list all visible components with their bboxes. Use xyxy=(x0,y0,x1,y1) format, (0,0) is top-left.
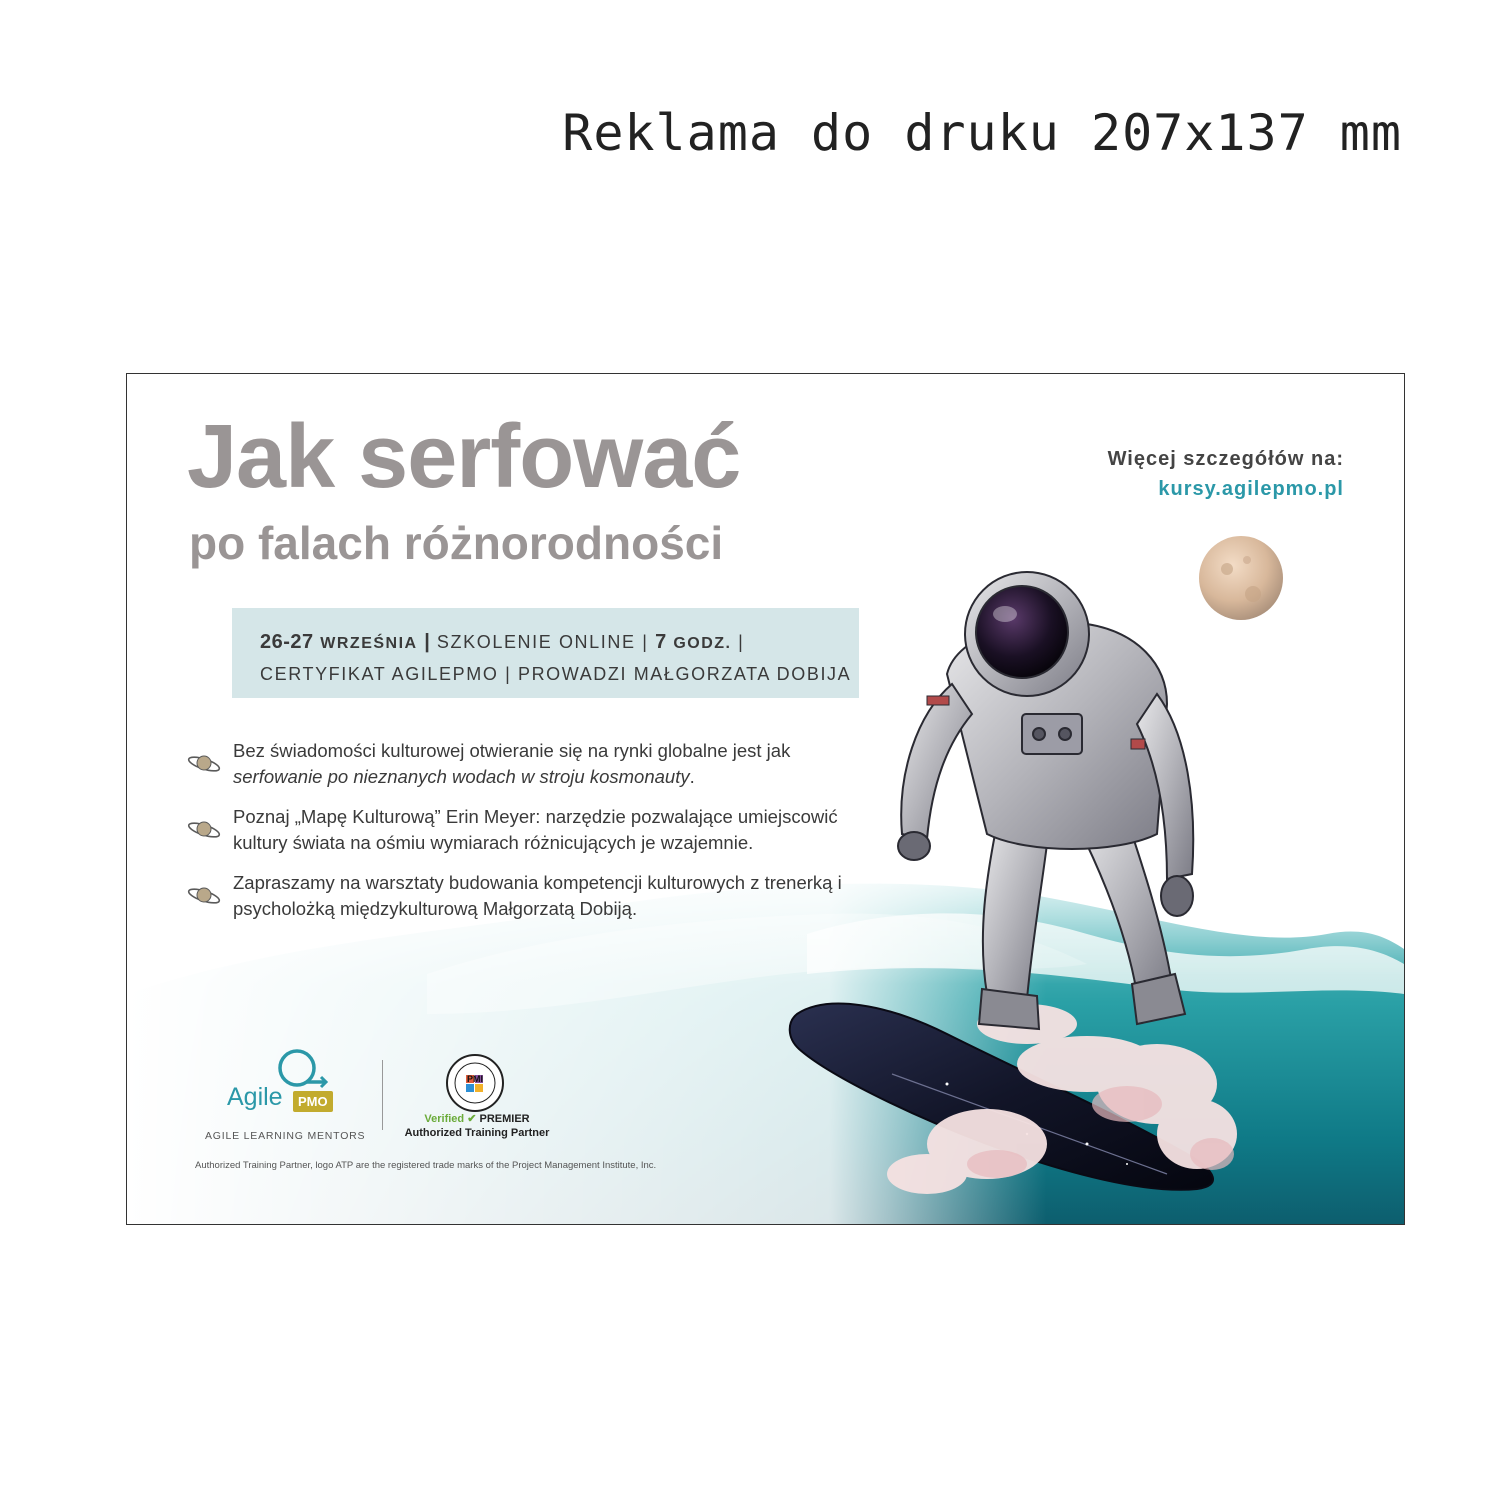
planet-bullet-icon xyxy=(187,818,221,840)
planet-bullet-icon xyxy=(187,752,221,774)
benefit-list xyxy=(187,738,867,936)
agile-wordmark: Agile xyxy=(227,1083,283,1111)
event-date: 26-27 xyxy=(260,631,314,653)
bullet-text: Zapraszamy na warsztaty budowania kompetencji kulturowych z trenerką i psycholożką międzykulturową Małgorzatą Dobiją. xyxy=(233,872,842,919)
verified-label: Verified xyxy=(424,1113,465,1125)
details-url[interactable]: kursy.agilepmo.pl xyxy=(1158,478,1344,500)
list-item xyxy=(187,870,867,922)
details-box xyxy=(1108,444,1344,504)
agile-tagline: AGILE LEARNING MENTORS xyxy=(205,1130,366,1142)
pmi-seal-text: PMI xyxy=(466,1074,484,1084)
event-trainer: PROWADZI MAŁGORZATA DOBIJA xyxy=(517,664,852,684)
separator: | xyxy=(424,631,431,653)
list-item xyxy=(187,738,867,790)
event-hours-unit: GODZ. xyxy=(673,635,732,652)
bullet-tail: . xyxy=(689,766,695,787)
separator: | xyxy=(738,632,745,652)
headline: Jak serfować xyxy=(187,407,741,507)
event-certificate: CERTYFIKAT AGILEPMO xyxy=(260,664,499,684)
event-mode: SZKOLENIE ONLINE xyxy=(436,632,636,652)
logo-divider xyxy=(382,1060,383,1130)
pmo-badge: PMO xyxy=(293,1091,333,1112)
event-hours: 7 xyxy=(655,631,667,653)
agilepmo-logo xyxy=(205,1046,415,1146)
pmi-seal-icon xyxy=(445,1053,505,1113)
event-info-box xyxy=(232,608,859,698)
print-ad xyxy=(126,373,1405,1225)
subheadline: po falach różnorodności xyxy=(189,517,724,569)
event-month: WRZEŚNIA xyxy=(320,635,418,652)
bullet-text: Poznaj „Mapę Kulturową” Erin Meyer: narzędzie pozwalające umiejscowić kultury świata na ośmiu wymiarach różnicujących je wzajemnie. xyxy=(233,806,838,853)
bullet-text: Bez świadomości kulturowej otwieranie się na rynki globalne jest jak xyxy=(233,740,791,761)
details-label: Więcej szczegółów na: xyxy=(1107,448,1344,470)
trademark-disclaimer: Authorized Training Partner, logo ATP are the registered trade marks of the Project Management Institute, Inc. xyxy=(195,1160,657,1171)
separator: | xyxy=(642,632,649,652)
separator: | xyxy=(505,664,512,684)
list-item xyxy=(187,804,867,856)
premier-label: PREMIER xyxy=(479,1113,530,1125)
event-info-line-2 xyxy=(260,659,859,689)
planet-bullet-icon xyxy=(187,884,221,906)
bullet-emphasis: serfowanie po nieznanych wodach w stroju kosmonauty xyxy=(233,766,690,787)
pmi-verified-line xyxy=(397,1112,557,1125)
pmi-partner-badge xyxy=(397,1050,557,1160)
page-caption: Reklama do druku 207x137 mm xyxy=(562,104,1402,162)
event-info-line-1 xyxy=(260,627,859,659)
moon-icon xyxy=(1199,536,1283,620)
atp-label: Authorized Training Partner xyxy=(404,1127,550,1139)
check-icon: ✔ xyxy=(467,1113,477,1125)
